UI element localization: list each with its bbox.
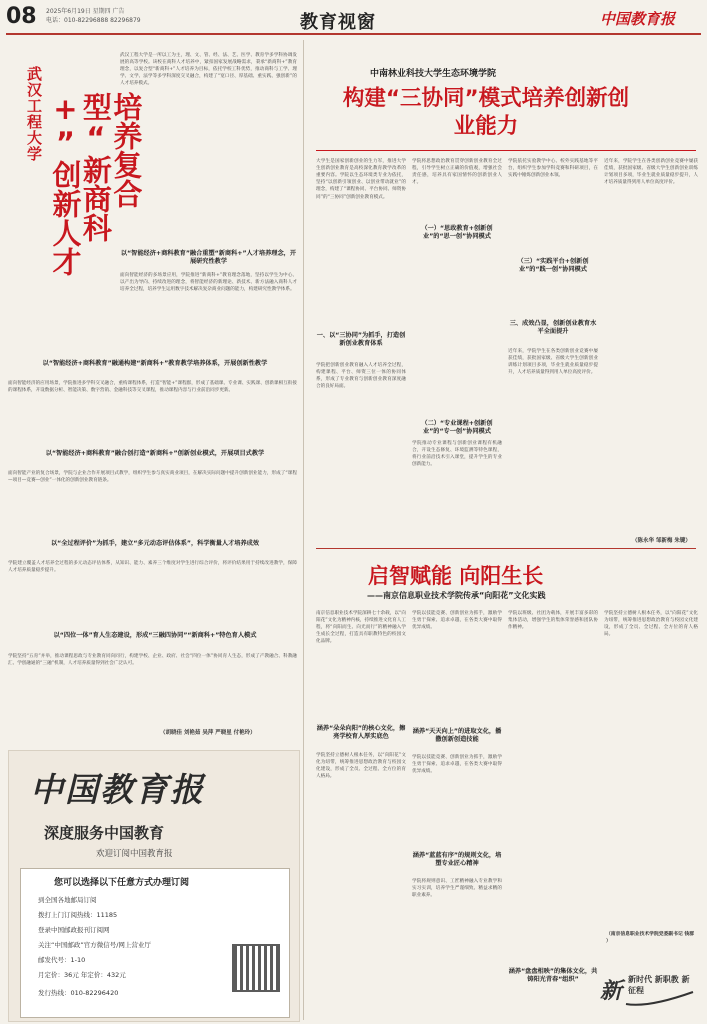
article-c-kicker: ——南京信息职业技术学院传承“向阳花”文化实践 xyxy=(367,591,546,600)
article-c-heading-4: 涵养“盘盘相映”的集体文化，共铸阳光青春“组织” xyxy=(508,968,598,984)
article-a-body-3: 面向智能产业的复合场景，学院与企业合作开展项目式教学，组织学生参与真实商业项目，在解决实际问题中提升创新创业能力，形成了“课程—项目—竞赛—创业”一体化的创新创业教育链条。 xyxy=(8,471,297,484)
ad-line: 到全国各地邮局订阅 xyxy=(38,896,97,904)
column-divider xyxy=(303,40,304,1020)
article-a-school: 武汉工程大学 xyxy=(25,66,43,162)
article-c-body-2: 学院坚持立德树人根本任务，以“向阳花”文化为纽带，统筹推进思想政治教育与校园文化建设，形成了全员、全过程、全方位的育人格局。 xyxy=(316,753,406,780)
article-b-body-5: 近年来，学院学生在各类创新创业竞赛中屡获佳绩，获批国家级、省级大学生创新创业训练计划项目多项，毕业生就业质量稳步提升，人才培养质量得到用人单位高度评价。 xyxy=(508,349,598,376)
article-a-heading-4: 以“全过程评价”为抓手，建立“多元动态评估体系”，科学衡量人才培养成效 xyxy=(50,540,260,547)
article-c-body-5: 学院以班级、社团为载体，开展丰富多彩的集体活动，增强学生的集体荣誉感和团队协作精神。 xyxy=(508,611,598,631)
article-b-body-1: 学院把创新创业教育融入人才培养全过程，构建课程、平台、师资三位一体的协同体系，形成了专业教育与创新创业教育深度融合的良好局面。 xyxy=(316,363,406,390)
ad-line: 发行热线：010-82296420 xyxy=(38,989,119,997)
article-c-heading-1: 涵养“朵朵向阳”的核心文化，擦亮学校育人厚实底色 xyxy=(316,725,406,741)
qr-code-icon xyxy=(232,944,280,992)
article-a-body-5: 学院坚持“五育”并举，推动课程思政与专业教育同向同行，构建学校、企业、政府、社会“四位一体”协同育人生态，形成了产教融合、科教融汇、学创融通的“三融”机制，人才培养质量得到社会广泛认可。 xyxy=(8,654,297,667)
svg-text:新: 新 xyxy=(600,978,623,1004)
article-a-heading-5: 以“四位一体”育人生态建设，形成“三融四协同”“新商科+”特色育人模式 xyxy=(53,632,257,639)
article-a-intro: 武汉工程大学是一所以工为主，理、文、管、经、法、艺、医学、教育学多学科协调发展的高等学校。该校在商科人才培养中，紧扣国家发展战略需求，秉承“新商科+”教育理念，以复合型“新商科+”人才培养为目标，依托学校工科优势，推动商科与工学、理学、文学、法学等多学科深度交叉融合，构建了“宽口径、厚基础、重实践、强创新”的人才培养模式。 xyxy=(120,53,297,87)
ad-line: 月定价：36元 年定价：432元 xyxy=(38,971,126,979)
article-b-kicker: 中南林业科技大学生态环境学院 xyxy=(370,69,497,79)
article-b-heading-3: （二）“专业课程+创新创业”的“专一创”协同模式 xyxy=(421,420,493,436)
article-c-heading-2: 涵养“天天向上”的进取文化，播撒创新创造技能 xyxy=(412,728,502,744)
article-b-rule xyxy=(316,150,696,151)
article-b-byline: （陈永华 邹新梅 朱键） xyxy=(632,538,691,544)
article-b-body-4: 学院依托实验教学中心、校外实践基地等平台，组织学生参加学科竞赛和科研项目，在实践中锤炼创新创业本领。 xyxy=(508,159,598,179)
article-a-byline: （胡晓佳 刘艳茹 吴萍 严晓星 付艳玲） xyxy=(160,730,256,736)
article-c-body-4: 学院将规则意识、工匠精神融入专业教学和实习实训，培养学生严谨细致、精益求精的职业素养。 xyxy=(412,879,502,899)
ad-line: 登录中国邮政报刊订阅网 xyxy=(38,926,110,934)
article-c-body-1: 南京信息职业技术学院深耕七十余载，以“向阳花”文化为精神内核，持续推进文化育人工程，将“向阳而生、向光而行”的精神融入学生成长全过程，打造具有职教特色的校园文化品牌。 xyxy=(316,611,406,645)
article-divider xyxy=(316,548,696,549)
article-a-body-4: 学院建立覆盖人才培养全过程的多元动态评估体系，从知识、能力、素养三个维度对学生进行综合评价，将评价结果用于持续改进教学，保障人才培养质量稳步提升。 xyxy=(8,561,297,574)
ad-line: 邮发代号：1-10 xyxy=(38,956,86,964)
new-era-slogan: 新时代 新职教 新征程 xyxy=(628,975,690,995)
masthead: 中国教育报 xyxy=(600,10,676,28)
article-c-body-3b: 学院以技能竞赛、创新创业为抓手，激励学生勇于探索、追求卓越，在各类大赛中取得优异成绩。 xyxy=(412,755,502,775)
article-b-title: 构建“三协同”模式培养创新创业能力 xyxy=(342,86,630,139)
ad-line: 关注“中国邮政”官方微信号/网上营业厅 xyxy=(38,941,151,949)
issue-line: 2025年6月19日 星期四 广告 xyxy=(46,8,125,15)
article-b-body-2: 学院将思想政治教育贯穿创新创业教育全过程，引导学生树立正确的价值观，增强社会责任感，培养具有家国情怀的创新创业人才。 xyxy=(412,159,502,186)
article-a-title: 培养复合型“新商科+”创新人才 xyxy=(48,92,144,276)
header-rule xyxy=(6,33,701,35)
article-c-title: 启智赋能 向阳生长 xyxy=(368,564,544,588)
article-b-heading-4: （三）“实践平台+创新创业”的“践一创”协同模式 xyxy=(517,258,589,274)
article-b-body-3: 学院推动专业课程与创新创业课程有机融合，开设生态修复、环境监测等特色课程，将行业前沿技术引入课堂，提升学生的专业创新能力。 xyxy=(412,441,502,468)
article-a-heading-2: 以“智能经济+商科教育”融通构建“新商科+”教育教学培养体系，开展创新性教学 xyxy=(42,360,268,367)
ad-logo: 中国教育报 xyxy=(30,770,205,809)
article-a-body-2: 面向智能经济的应用场景，学院推进多学科交叉融合，重构课程体系，打造“智能+”课程群，形成了基础课、专业课、实践课、创新课相互衔接的课程体系，开设数据分析、智能决策、数字营销、金融科技等交叉课程，推动课程内容与行业前沿同步更新。 xyxy=(8,381,297,394)
article-a-body-1: 面向智能经济的多场景应用，学院推进“新商科+”教育理念落地，坚持以学生为中心、以产出为导向、持续改进的理念，将智能经济的新理论、新技术、新方法融入商科人才培养全过程，培养学生运用数字技术解决复杂商业问题的能力，构建研究性教学体系。 xyxy=(120,273,297,293)
article-c-heading-3: 涵养“蓝蓝有序”的规则文化，培塑专业匠心精神 xyxy=(412,852,502,868)
article-a-heading-3: 以“智能经济+商科教育”融合创打造“新商科+”创新创业模式，开展项目式教学 xyxy=(45,450,265,457)
ad-box-title: 您可以选择以下任意方式办理订阅 xyxy=(54,878,190,888)
article-b-heading-5: 三、成效凸显，创新创业教育水平全面提升 xyxy=(509,320,597,336)
article-c-byline: （南京信息职业技术学院党委副书记 钱群 ） xyxy=(606,932,695,944)
article-b-intro: 大学生是国家创新创业的生力军，推进大学生创新创业教育是高校深化教育教学改革的重要内容。学院以生态环境类专业为依托，坚持“以创新引领创业、以创业带动就业”的理念，构建了“课程协同、平台协同、师资协同”的“三协同”创新创业教育模式。 xyxy=(316,159,406,200)
article-b-body-6: 近年来，学院学生在各类创新创业竞赛中屡获佳绩，获批国家级、省级大学生创新创业训练计划项目多项，毕业生就业质量稳步提升，人才培养质量得到用人单位高度评价。 xyxy=(604,159,698,186)
article-c-body-3: 学院以技能竞赛、创新创业为抓手，激励学生勇于探索、追求卓越，在各类大赛中取得优异成绩。 xyxy=(412,611,502,631)
article-a-heading-1: 以“智能经济+商科教育”融合重塑“新商科+”人才培养理念，开展研究性教学 xyxy=(120,250,297,266)
section-title: 教育视窗 xyxy=(300,12,376,33)
article-c-body-6: 学院坚持立德树人根本任务，以“向阳花”文化为纽带，统筹推进思想政治教育与校园文化建设，形成了全员、全过程、全方位的育人格局。 xyxy=(604,611,698,638)
ad-slogan: 深度服务中国教育 xyxy=(44,824,165,842)
ad-line: 拨打上门订阅热线：11185 xyxy=(38,911,118,919)
article-b-heading-1: 一、以“三协同”为抓手，打造创新创业教育体系 xyxy=(316,332,406,348)
contact-line: 电话：010-82296888 82296879 xyxy=(46,17,141,24)
ad-welcome: 欢迎订阅中国教育报 xyxy=(96,849,173,859)
article-b-heading-2: （一）“思政教育+创新创业”的“思一创”协同模式 xyxy=(421,225,493,241)
page-number: 08 xyxy=(6,4,37,29)
